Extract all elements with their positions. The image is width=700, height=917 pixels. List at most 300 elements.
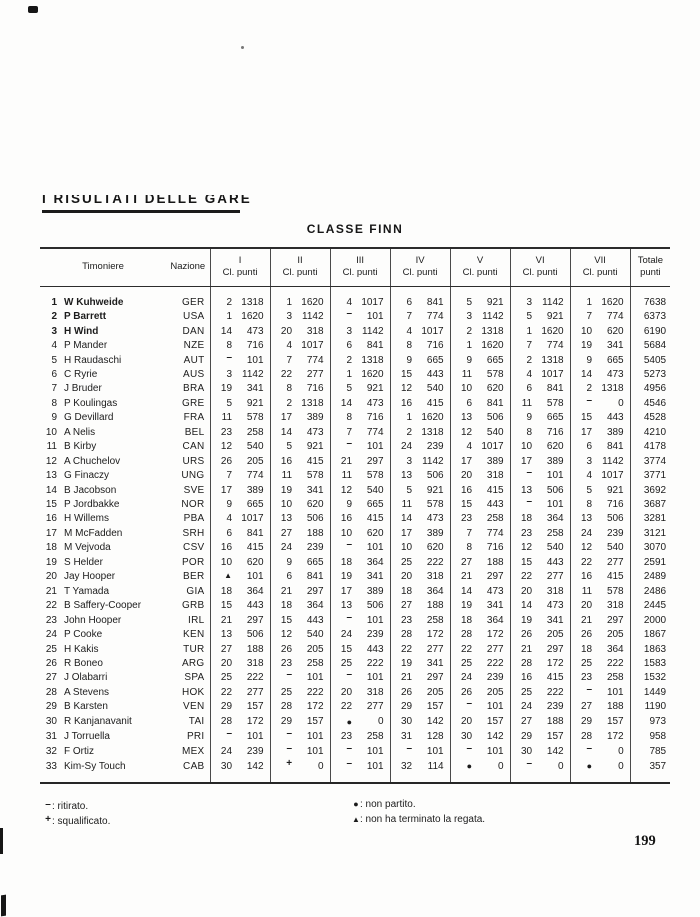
race-2-class-cell: 21 (270, 585, 295, 599)
race-2-points-cell: 415 (306, 455, 324, 467)
race-2-points-cell: 620 (306, 499, 324, 511)
status-symbol: – (346, 744, 353, 754)
race-6-class-cell: 7 (510, 339, 535, 353)
race-4-points-cell: 1142 (422, 455, 444, 467)
race-7-class-cell: 29 (570, 715, 595, 730)
race-6-points-cell: 142 (546, 745, 564, 757)
table-row (40, 671, 670, 685)
race-6-class-cell: 6 (510, 382, 535, 396)
race-2-class-cell: 22 (270, 368, 295, 382)
nation-cell: SRH (182, 527, 205, 539)
totale-line2: punti (640, 267, 661, 279)
col-header-race-I (210, 248, 270, 286)
race-5-class-cell: 13 (450, 411, 475, 425)
table-row (40, 628, 670, 642)
col-header-race-III (330, 248, 390, 286)
race-2-points-cell: 841 (306, 571, 324, 583)
status-symbol: – (346, 671, 353, 681)
race-3-points-cell: 1318 (361, 354, 384, 366)
race-3-class-cell: 20 (330, 686, 355, 700)
race-1-points-cell: 318 (246, 658, 264, 670)
race-1-points-cell: 205 (246, 455, 264, 467)
race-5-class-cell: 24 (450, 671, 475, 685)
race-3-class-cell: 2 (330, 354, 355, 368)
race-3-class-cell: 19 (330, 570, 355, 584)
race-2-points-cell: 364 (306, 600, 324, 612)
race-6-class-cell: 3 (510, 286, 535, 310)
race-3-points-cell: 1142 (362, 325, 384, 337)
race-6-points-cell: 297 (546, 643, 564, 655)
race-4-points-cell: 841 (426, 296, 444, 308)
table-row (40, 354, 670, 368)
nation-cell: GRE (181, 397, 205, 409)
race-5-class-cell: 2 (450, 325, 475, 339)
table-row (40, 527, 670, 541)
position-cell: 13 (45, 470, 57, 482)
nation-cell: NOR (181, 499, 205, 511)
total-points-cell: 6190 (630, 325, 670, 339)
helmsman-cell: H Kakis (64, 643, 99, 655)
race-1-points-cell: 1142 (242, 368, 264, 380)
total-points-cell: 1583 (630, 657, 670, 671)
race-4-class-cell: 12 (390, 382, 415, 396)
race-6-points-cell: 239 (546, 701, 564, 713)
race-3-points-cell: 277 (366, 701, 384, 713)
race-6-class-cell: 28 (510, 657, 535, 671)
race-1-points-cell: 277 (246, 686, 264, 698)
race-4-class-cell: 15 (390, 368, 415, 382)
race-2-class-cell: 18 (270, 599, 295, 613)
race-5-class-cell: 27 (450, 556, 475, 570)
race-sub: Cl. punti (342, 267, 378, 279)
race-3-points-cell: 389 (366, 585, 384, 597)
race-3-points-cell: 620 (366, 527, 384, 539)
helmsman-cell: H Wind (64, 325, 99, 337)
race-3-points-cell: 222 (366, 658, 384, 670)
race-3-class-cell (330, 759, 355, 782)
status-symbol: – (226, 353, 233, 363)
results-table-wrap (40, 247, 670, 784)
race-1-points-cell: 239 (246, 745, 264, 757)
scan-artifact (28, 6, 38, 13)
race-3-class-cell: 24 (330, 628, 355, 642)
position-cell: 9 (51, 412, 57, 424)
race-3-points-cell: 540 (366, 484, 384, 496)
position-cell: 12 (45, 455, 57, 467)
race-2-points-cell: 1142 (302, 311, 324, 323)
race-3-class-cell (330, 614, 355, 628)
race-6-points-cell: 205 (546, 629, 564, 641)
helmsman-cell: R Boneo (64, 658, 103, 670)
nation-cell: USA (183, 311, 205, 323)
table-row (40, 570, 670, 584)
race-7-class-cell: 14 (570, 368, 595, 382)
race-3-class-cell: 18 (330, 556, 355, 570)
race-1-class-cell: 16 (210, 541, 235, 555)
race-numeral: V (476, 255, 484, 266)
race-6-points-cell: 620 (546, 441, 564, 453)
col-header-race-II (270, 248, 330, 286)
race-7-points-cell: 157 (606, 716, 624, 728)
race-numeral: VII (594, 255, 606, 266)
race-1-points-cell: 665 (246, 499, 264, 511)
race-6-class-cell: 20 (510, 585, 535, 599)
status-symbol: – (586, 685, 593, 695)
table-row (40, 730, 670, 744)
table-row (40, 325, 670, 339)
race-4-class-cell: 17 (390, 527, 415, 541)
race-2-class-cell: 5 (270, 440, 295, 454)
race-1-points-cell: 258 (246, 426, 264, 438)
race-6-class-cell: 19 (510, 614, 535, 628)
page-number: 199 (634, 833, 656, 849)
race-1-class-cell: 30 (210, 759, 235, 782)
race-5-class-cell: 4 (450, 440, 475, 454)
race-1-class-cell: 4 (210, 512, 235, 526)
total-points-cell: 3070 (630, 541, 670, 555)
race-1-class-cell: 26 (210, 455, 235, 469)
race-3-points-cell: 101 (366, 441, 384, 453)
status-symbol: ▲ (224, 571, 233, 581)
race-3-class-cell: 17 (330, 585, 355, 599)
race-3-class-cell: 16 (330, 512, 355, 526)
race-7-class-cell: 25 (570, 657, 595, 671)
race-4-class-cell: 29 (390, 700, 415, 714)
race-4-points-cell: 443 (426, 368, 444, 380)
race-3-points-cell: 1017 (361, 296, 384, 308)
race-6-class-cell: 11 (510, 397, 535, 411)
nation-cell: VEN (183, 701, 205, 713)
race-2-points-cell: 774 (306, 354, 324, 366)
race-2-points-cell: 222 (306, 686, 324, 698)
race-6-class-cell (510, 498, 535, 512)
race-1-points-cell: 172 (246, 716, 264, 728)
race-3-class-cell (330, 541, 355, 555)
race-7-points-cell: 364 (606, 643, 624, 655)
race-numeral: VI (535, 255, 545, 266)
total-points-cell: 5405 (630, 354, 670, 368)
race-1-class-cell: 1 (210, 310, 235, 324)
race-7-class-cell: 27 (570, 700, 595, 714)
race-2-points-cell: 318 (306, 325, 324, 337)
race-5-class-cell: 11 (450, 368, 475, 382)
table-row (40, 700, 670, 714)
race-6-class-cell: 9 (510, 411, 535, 425)
race-4-points-cell: 205 (426, 686, 444, 698)
race-1-points-cell: 101 (246, 571, 264, 583)
race-1-class-cell: 3 (210, 368, 235, 382)
race-1-points-cell: 157 (246, 701, 264, 713)
race-2-class-cell: 25 (270, 686, 295, 700)
nation-cell: TUR (183, 643, 205, 655)
race-4-class-cell: 18 (390, 585, 415, 599)
total-points-cell: 2591 (630, 556, 670, 570)
race-7-points-cell: 1318 (601, 383, 624, 395)
status-symbol: ● (466, 761, 473, 772)
race-3-class-cell: 9 (330, 498, 355, 512)
race-4-points-cell: 239 (426, 441, 444, 453)
race-3-class-cell: 11 (330, 469, 355, 483)
race-6-class-cell: 4 (510, 368, 535, 382)
total-points-cell: 3281 (630, 512, 670, 526)
race-6-points-cell: 258 (546, 527, 564, 539)
race-2-class-cell: 26 (270, 643, 295, 657)
race-2-class-cell: 29 (270, 715, 295, 730)
nation-cell: POR (181, 556, 205, 568)
total-points-cell: 3692 (630, 484, 670, 498)
race-3-points-cell: 841 (366, 340, 384, 352)
race-4-points-cell: 506 (426, 470, 444, 482)
race-6-points-cell: 0 (558, 760, 564, 772)
race-1-points-cell: 389 (246, 484, 264, 496)
race-7-points-cell: 258 (606, 672, 624, 684)
race-sub: Cl. punti (522, 267, 558, 279)
total-points-cell: 5684 (630, 339, 670, 353)
race-7-points-cell: 172 (606, 731, 624, 743)
position-cell: 22 (45, 600, 57, 612)
race-4-class-cell: 1 (390, 411, 415, 425)
race-4-class-cell: 7 (390, 310, 415, 324)
race-7-points-cell: 277 (606, 556, 624, 568)
race-6-points-cell: 1142 (542, 296, 564, 308)
race-4-points-cell: 318 (426, 571, 444, 583)
race-5-points-cell: 157 (486, 716, 504, 728)
position-cell: 11 (46, 441, 57, 453)
nation-cell: URS (182, 455, 205, 467)
race-7-class-cell: 4 (570, 469, 595, 483)
table-row (40, 745, 670, 759)
race-5-points-cell: 0 (498, 760, 504, 772)
race-3-points-cell: 239 (366, 629, 384, 641)
total-points-cell: 4210 (630, 426, 670, 440)
race-5-class-cell: 28 (450, 628, 475, 642)
helmsman-cell: S Helder (64, 556, 103, 568)
race-1-points-cell: 473 (246, 325, 264, 337)
race-2-points-cell: 341 (306, 484, 324, 496)
position-cell: 4 (51, 340, 57, 352)
race-1-class-cell: 20 (210, 657, 235, 671)
race-7-class-cell (570, 745, 595, 759)
race-3-class-cell (330, 745, 355, 759)
race-3-class-cell: 14 (330, 397, 355, 411)
col-header-race-VII (570, 248, 630, 286)
table-row (40, 715, 670, 730)
race-6-points-cell: 341 (546, 614, 564, 626)
status-symbol: – (346, 759, 353, 769)
race-4-points-cell: 716 (426, 340, 444, 352)
race-2-class-cell: 4 (270, 339, 295, 353)
total-points-cell: 1863 (630, 643, 670, 657)
race-4-points-cell: 665 (426, 354, 444, 366)
race-4-points-cell: 364 (426, 585, 444, 597)
race-3-points-cell: 101 (366, 614, 384, 626)
race-1-class-cell: 25 (210, 671, 235, 685)
race-2-class-cell: 15 (270, 614, 295, 628)
race-1-class-cell: 10 (210, 556, 235, 570)
helmsman-cell: G Finaczy (64, 470, 110, 482)
race-1-points-cell: 341 (246, 383, 264, 395)
race-2-class-cell: 13 (270, 512, 295, 526)
race-7-class-cell: 19 (570, 339, 595, 353)
race-2-points-cell: 172 (306, 701, 324, 713)
title-underline (42, 210, 240, 213)
race-5-class-cell (450, 745, 475, 759)
position-cell: 29 (45, 701, 57, 713)
status-symbol: + (286, 759, 293, 769)
race-4-points-cell: 101 (426, 745, 444, 757)
race-4-class-cell: 19 (390, 657, 415, 671)
col-header-race-VI (510, 248, 570, 286)
race-2-points-cell: 0 (317, 760, 324, 772)
legend-item: ●: non partito. (353, 799, 416, 810)
status-symbol: – (286, 730, 293, 740)
race-5-class-cell: 23 (450, 512, 475, 526)
race-3-points-cell: 774 (366, 426, 384, 438)
total-points-cell: 6373 (630, 310, 670, 324)
race-1-class-cell: 27 (210, 643, 235, 657)
race-6-class-cell: 1 (510, 325, 535, 339)
race-5-points-cell: 415 (486, 484, 504, 496)
nation-cell: HOK (181, 686, 205, 698)
race-3-points-cell: 716 (366, 412, 384, 424)
race-1-class-cell: 23 (210, 426, 235, 440)
race-1-points-cell: 1017 (241, 513, 264, 525)
position-cell: 2 (51, 311, 57, 323)
race-7-class-cell: 21 (570, 614, 595, 628)
race-6-class-cell: 22 (510, 570, 535, 584)
race-1-points-cell: 1318 (241, 296, 264, 308)
race-2-points-cell: 540 (306, 629, 324, 641)
race-6-points-cell: 415 (546, 672, 564, 684)
race-5-points-cell: 142 (486, 731, 504, 743)
race-7-points-cell: 0 (618, 397, 624, 409)
race-3-class-cell (330, 715, 355, 730)
total-points-cell: 3121 (630, 527, 670, 541)
race-6-class-cell: 15 (510, 556, 535, 570)
position-cell: 31 (45, 731, 57, 743)
race-6-points-cell: 172 (546, 658, 564, 670)
race-6-points-cell: 222 (546, 686, 564, 698)
race-4-points-cell: 389 (426, 527, 444, 539)
race-3-class-cell: 22 (330, 700, 355, 714)
race-5-points-cell: 443 (486, 499, 504, 511)
race-6-points-cell: 389 (546, 455, 564, 467)
nation-cell: NZE (183, 340, 205, 352)
race-6-points-cell: 665 (546, 412, 564, 424)
race-7-class-cell (570, 397, 595, 411)
race-4-class-cell: 23 (390, 614, 415, 628)
race-1-points-cell: 841 (246, 527, 264, 539)
race-5-points-cell: 620 (486, 383, 504, 395)
race-sub: Cl. punti (462, 267, 498, 279)
helmsman-cell: B Karsten (64, 701, 108, 713)
race-4-points-cell: 258 (426, 614, 444, 626)
helmsman-cell: R Kanjanavanit (64, 716, 132, 728)
table-row (40, 440, 670, 454)
race-7-points-cell: 1142 (602, 455, 624, 467)
race-4-points-cell: 1620 (421, 412, 444, 424)
race-4-points-cell: 222 (426, 556, 444, 568)
race-7-points-cell: 389 (606, 426, 624, 438)
race-6-points-cell: 921 (546, 311, 564, 323)
scan-artifact (1, 895, 6, 917)
race-6-class-cell: 23 (510, 527, 535, 541)
race-7-points-cell: 443 (606, 412, 624, 424)
legend-item: +: squalificato. (45, 814, 111, 827)
race-3-class-cell: 13 (330, 599, 355, 613)
race-7-class-cell: 16 (570, 570, 595, 584)
race-7-points-cell: 921 (606, 484, 624, 496)
race-7-class-cell: 3 (570, 455, 595, 469)
helmsman-cell: J Olabarri (64, 672, 108, 684)
race-7-points-cell: 0 (618, 760, 624, 772)
table-row (40, 556, 670, 570)
race-6-points-cell: 716 (546, 426, 564, 438)
position-cell: 23 (45, 614, 57, 626)
status-symbol: – (586, 744, 593, 754)
race-5-class-cell: 10 (450, 382, 475, 396)
race-2-points-cell: 716 (306, 383, 324, 395)
race-3-points-cell: 341 (366, 571, 384, 583)
race-2-class-cell: 6 (270, 570, 295, 584)
race-3-points-cell: 101 (366, 745, 384, 757)
race-7-points-cell: 297 (606, 614, 624, 626)
race-5-points-cell: 101 (486, 745, 504, 757)
race-3-class-cell: 3 (330, 325, 355, 339)
nation-cell: TAI (188, 716, 205, 728)
position-cell: 14 (45, 484, 57, 496)
race-5-points-cell: 774 (486, 527, 504, 539)
race-5-class-cell: 3 (450, 310, 475, 324)
race-5-class-cell: 9 (450, 354, 475, 368)
race-6-class-cell (510, 469, 535, 483)
race-7-class-cell: 5 (570, 484, 595, 498)
table-row (40, 541, 670, 555)
table-row (40, 643, 670, 657)
race-4-points-cell: 297 (426, 672, 444, 684)
race-4-class-cell: 11 (390, 498, 415, 512)
race-1-points-cell: 506 (246, 629, 264, 641)
helmsman-cell: John Hooper (64, 614, 122, 626)
status-symbol: – (466, 700, 473, 710)
race-7-points-cell: 415 (606, 571, 624, 583)
race-3-class-cell: 23 (330, 730, 355, 744)
race-5-points-cell: 188 (486, 556, 504, 568)
race-1-points-cell: 1620 (241, 311, 264, 323)
race-1-class-cell: 24 (210, 745, 235, 759)
race-3-class-cell: 8 (330, 411, 355, 425)
race-6-points-cell: 540 (546, 542, 564, 554)
race-5-points-cell: 841 (486, 397, 504, 409)
total-points-cell: 4178 (630, 440, 670, 454)
nation-cell: BER (183, 571, 205, 583)
status-symbol: – (526, 469, 533, 479)
race-3-class-cell: 7 (330, 426, 355, 440)
race-2-points-cell: 665 (306, 556, 324, 568)
race-2-points-cell: 277 (306, 368, 324, 380)
race-5-points-cell: 258 (486, 513, 504, 525)
race-5-points-cell: 222 (486, 658, 504, 670)
race-4-points-cell: 157 (426, 701, 444, 713)
race-4-class-cell: 32 (390, 759, 415, 782)
helmsman-cell: P Koulingas (64, 397, 118, 409)
race-4-class-cell: 24 (390, 440, 415, 454)
total-points-cell: 2489 (630, 570, 670, 584)
race-4-points-cell: 188 (426, 600, 444, 612)
race-4-points-cell: 620 (426, 542, 444, 554)
status-symbol: – (586, 396, 593, 406)
race-1-class-cell (210, 730, 235, 744)
